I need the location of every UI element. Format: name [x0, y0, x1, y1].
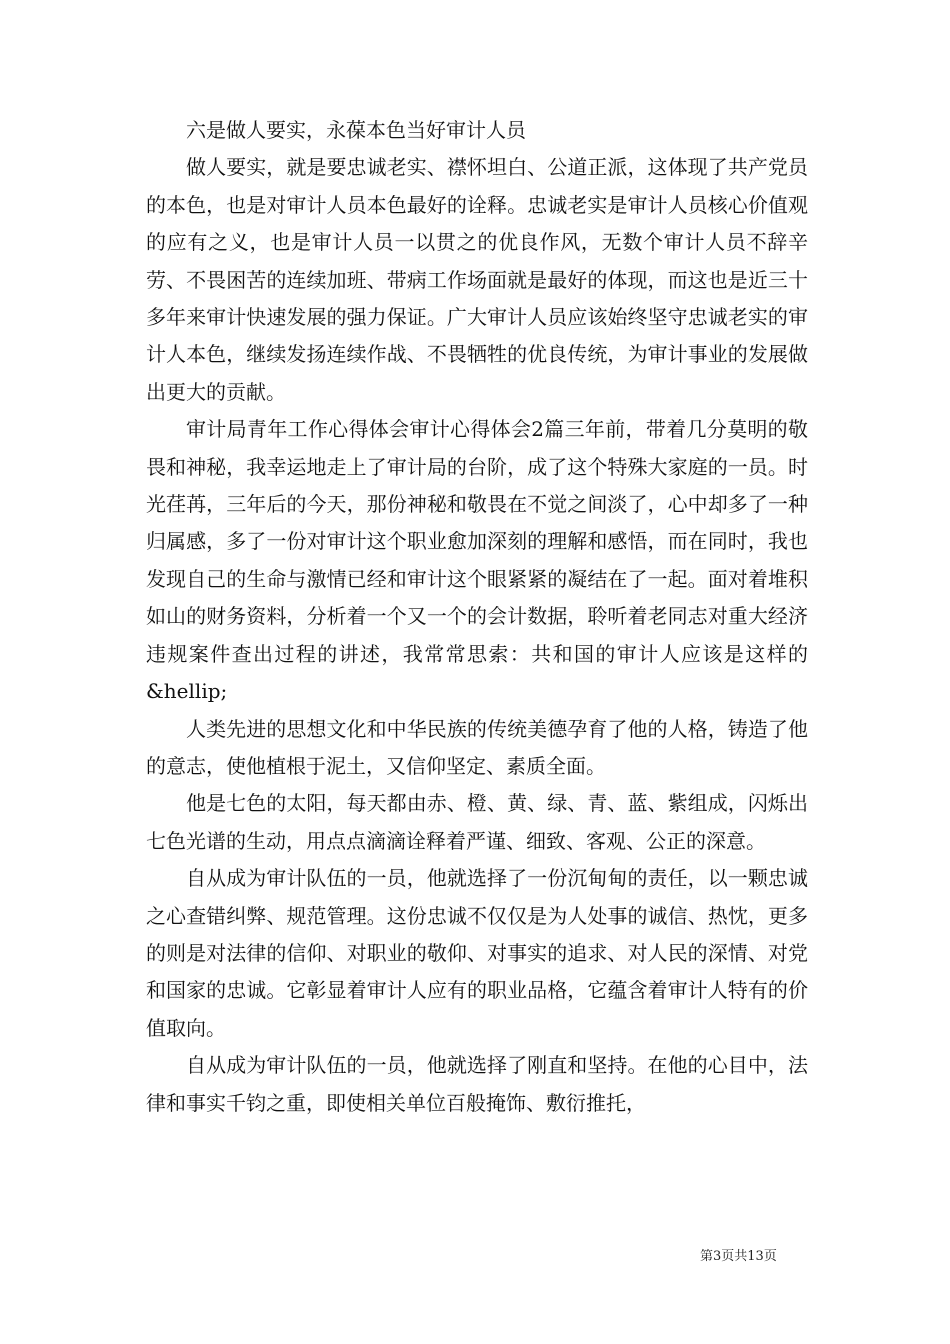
paragraph: 自从成为审计队伍的一员，他就选择了刚直和坚持。在他的心目中，法律和事实千钧之重，即使相关单位百般掩饰、敷衍推托，	[146, 1053, 808, 1115]
paragraph: 做人要实，就是要忠诚老实、襟怀坦白、公道正派，这体现了共产党员的本色，也是对审计人员本色最好的诠释。忠诚老实是审计人员核心价值观的应有之义，也是审计人员一以贯之的优良作风，无数个审计人员不辞辛劳、不畏困苦的连续加班、带病工作场面就是最好的体现，而这也是近三十多年来审计快速发展的强力保证。广大审计人员应该始终坚守忠诚老实的审计人本色，继续发扬连续作战、不畏牺牲的优良传统，为审计事业的发展做出更大的贡献。	[146, 155, 808, 404]
paragraph: 人类先进的思想文化和中华民族的传统美德孕育了他的人格，铸造了他的意志，使他植根于泥土，又信仰坚定、素质全面。	[146, 716, 808, 778]
paragraph: 审计局青年工作心得体会审计心得体会2篇三年前，带着几分莫明的敬畏和神秘，我幸运地走上了审计局的台阶，成了这个特殊大家庭的一员。时光荏苒，三年后的今天，那份神秘和敬畏在不觉之间淡了，心中却多了一种归属感，多了一份对审计这个职业愈加深刻的理解和感悟，而在同时，我也发现自己的生命与激情已经和审计这个眼紧紧的凝结在了一起。面对着堆积如山的财务资料，分析着一个又一个的会计数据，聆听着老同志对重大经济违规案件查出过程的讲述，我常常思索：共和国的审计人应该是这样的&hellip;	[146, 417, 808, 704]
document-body	[146, 112, 808, 1122]
paragraph: 他是七色的太阳，每天都由赤、橙、黄、绿、青、蓝、紫组成，闪烁出七色光谱的生动，用点点滴滴诠释着严谨、细致、客观、公正的深意。	[146, 791, 808, 853]
paragraph: 自从成为审计队伍的一员，他就选择了一份沉甸甸的责任，以一颗忠诚之心查错纠弊、规范管理。这份忠诚不仅仅是为人处事的诚信、热忱，更多的则是对法律的信仰、对职业的敬仰、对事实的追求、对人民的深情、对党和国家的忠诚。它彰显着审计人应有的职业品格，它蕴含着审计人特有的价值取向。	[146, 866, 808, 1040]
section-heading: 六是做人要实，永葆本色当好审计人员	[186, 118, 526, 142]
page-number-footer: 第3页共13页	[700, 1249, 777, 1264]
